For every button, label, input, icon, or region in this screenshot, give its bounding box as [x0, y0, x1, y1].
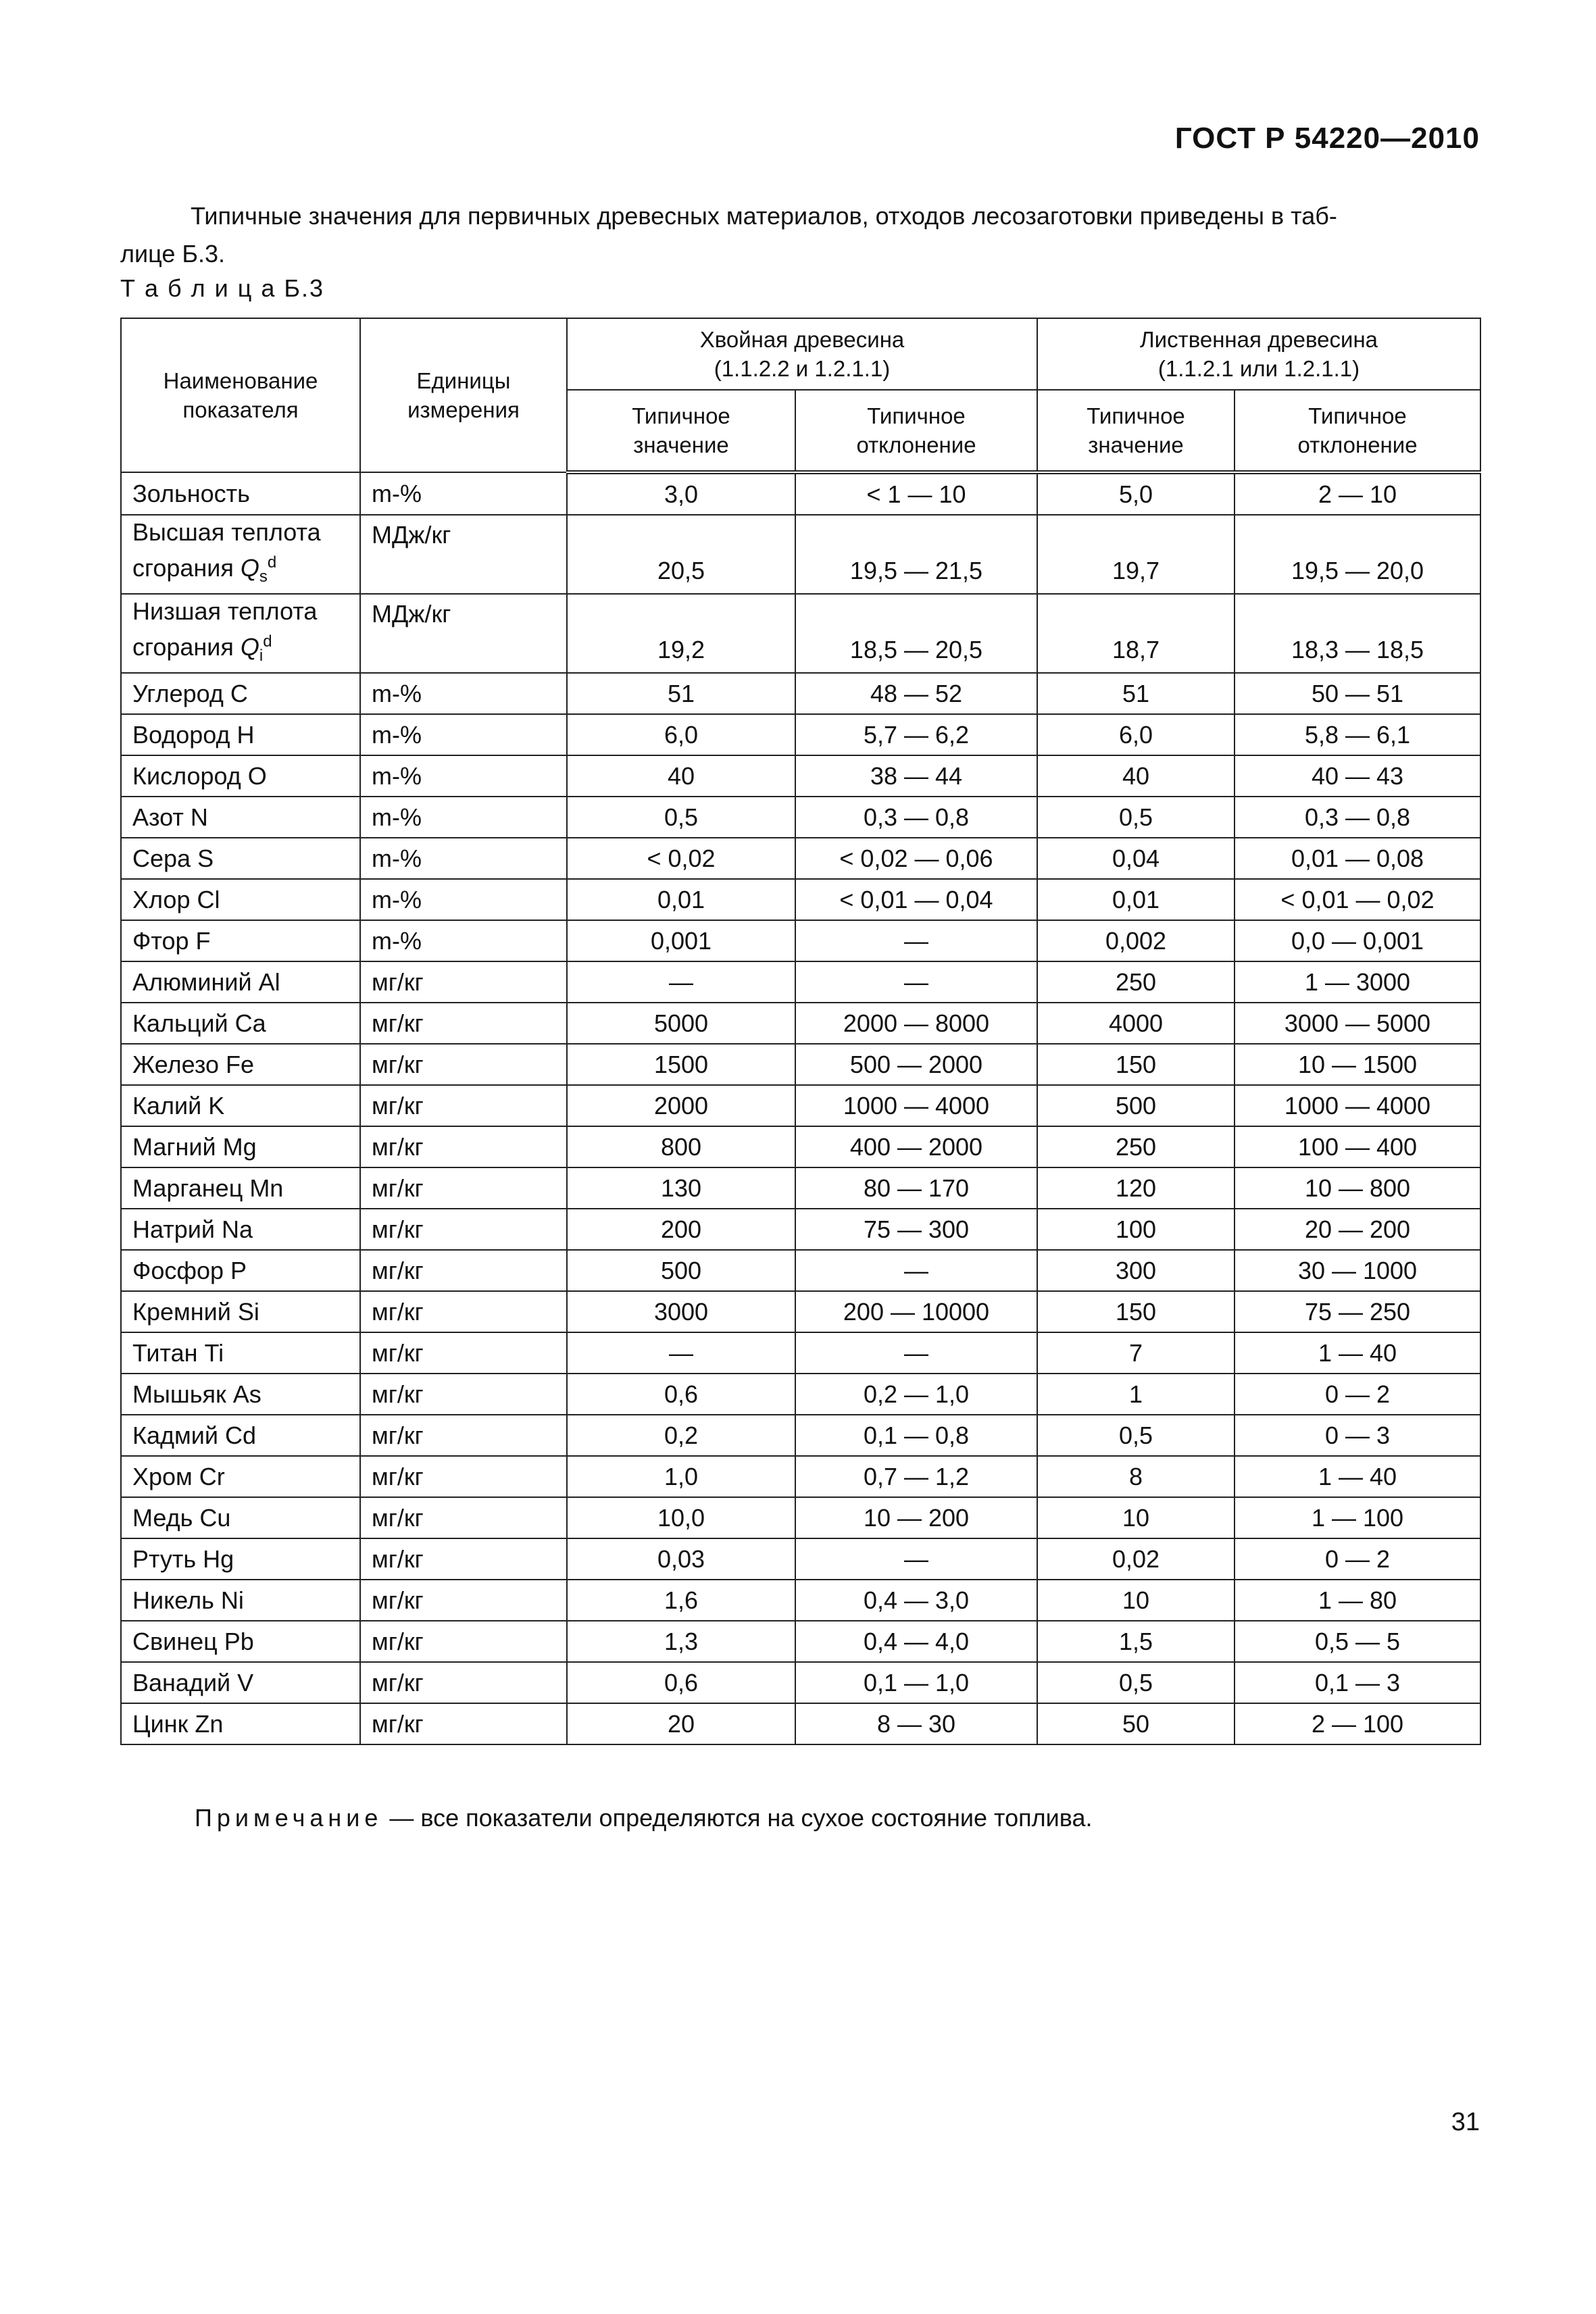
- header-typical-deviation-1: Типичное отклонение: [795, 390, 1037, 472]
- cell-unit: мг/кг: [360, 1621, 567, 1662]
- cell-unit: m-%: [360, 879, 567, 920]
- header-indicator-name: Наименование показателя: [121, 318, 360, 472]
- cell-coniferous-value: 40: [567, 755, 795, 797]
- table-row: [121, 1250, 1480, 1291]
- cell-coniferous-value: 130: [567, 1167, 795, 1209]
- cell-coniferous-deviation: 38 — 44: [795, 755, 1037, 797]
- cell-indicator-name: Натрий Na: [121, 1209, 360, 1250]
- table-row: [121, 594, 1480, 673]
- data-table: [120, 318, 1481, 1745]
- cell-unit: мг/кг: [360, 1332, 567, 1374]
- cell-coniferous-value: 0,6: [567, 1662, 795, 1703]
- cell-unit: МДж/кг: [360, 515, 567, 594]
- cell-deciduous-value: 4000: [1037, 1003, 1235, 1044]
- cell-indicator-name: Кислород O: [121, 755, 360, 797]
- cell-coniferous-value: 1500: [567, 1044, 795, 1085]
- header-typical-value-2: Типичное значение: [1037, 390, 1235, 472]
- cell-unit: m-%: [360, 797, 567, 838]
- table-row: [121, 920, 1480, 961]
- table-row: [121, 1456, 1480, 1497]
- cell-deciduous-value: 500: [1037, 1085, 1235, 1126]
- cell-unit: мг/кг: [360, 1250, 567, 1291]
- cell-coniferous-deviation: < 1 — 10: [795, 472, 1037, 515]
- cell-deciduous-value: 10: [1037, 1497, 1235, 1538]
- header-typical-value-1: Типичное значение: [567, 390, 795, 472]
- cell-deciduous-value: 300: [1037, 1250, 1235, 1291]
- cell-coniferous-value: 0,2: [567, 1415, 795, 1456]
- cell-coniferous-deviation: —: [795, 1538, 1037, 1580]
- cell-deciduous-deviation: 0 — 3: [1235, 1415, 1480, 1456]
- cell-coniferous-value: 500: [567, 1250, 795, 1291]
- cell-unit: m-%: [360, 714, 567, 755]
- cell-unit: мг/кг: [360, 1662, 567, 1703]
- cell-deciduous-value: 0,01: [1037, 879, 1235, 920]
- cell-deciduous-value: 51: [1037, 673, 1235, 714]
- cell-deciduous-value: 7: [1037, 1332, 1235, 1374]
- table-row: [121, 1703, 1480, 1744]
- cell-indicator-name: Зольность: [121, 472, 360, 515]
- header-group-coniferous: Хвойная древесина (1.1.2.2 и 1.2.1.1): [567, 318, 1037, 390]
- cell-coniferous-value: 1,0: [567, 1456, 795, 1497]
- cell-deciduous-deviation: 0 — 2: [1235, 1538, 1480, 1580]
- cell-deciduous-deviation: 0 — 2: [1235, 1374, 1480, 1415]
- cell-coniferous-deviation: —: [795, 1332, 1037, 1374]
- cell-deciduous-deviation: 50 — 51: [1235, 673, 1480, 714]
- header-units: Единицы измерения: [360, 318, 567, 472]
- cell-deciduous-deviation: 100 — 400: [1235, 1126, 1480, 1167]
- cell-coniferous-deviation: —: [795, 920, 1037, 961]
- page-number: 31: [1451, 2108, 1480, 2136]
- cell-coniferous-value: 10,0: [567, 1497, 795, 1538]
- cell-deciduous-value: 5,0: [1037, 472, 1235, 515]
- cell-deciduous-deviation: 10 — 800: [1235, 1167, 1480, 1209]
- intro-line-2: лице Б.3.: [120, 240, 226, 268]
- cell-coniferous-deviation: 80 — 170: [795, 1167, 1037, 1209]
- cell-indicator-name: Мышьяк As: [121, 1374, 360, 1415]
- table-row: [121, 1044, 1480, 1085]
- cell-unit: мг/кг: [360, 1497, 567, 1538]
- cell-deciduous-deviation: 0,0 — 0,001: [1235, 920, 1480, 961]
- cell-deciduous-value: 0,02: [1037, 1538, 1235, 1580]
- cell-coniferous-value: 5000: [567, 1003, 795, 1044]
- cell-coniferous-deviation: 200 — 10000: [795, 1291, 1037, 1332]
- cell-deciduous-value: 40: [1037, 755, 1235, 797]
- cell-indicator-name: Ванадий V: [121, 1662, 360, 1703]
- cell-coniferous-value: —: [567, 1332, 795, 1374]
- cell-unit: m-%: [360, 673, 567, 714]
- cell-deciduous-value: 0,5: [1037, 1415, 1235, 1456]
- intro-line-1: Типичные значения для первичных древесных материалов, отходов лесозаготовки приведены в таб-: [191, 202, 1337, 230]
- table-row: [121, 797, 1480, 838]
- cell-coniferous-value: 0,03: [567, 1538, 795, 1580]
- cell-deciduous-deviation: 1 — 40: [1235, 1332, 1480, 1374]
- cell-deciduous-value: 10: [1037, 1580, 1235, 1621]
- cell-coniferous-deviation: —: [795, 1250, 1037, 1291]
- cell-deciduous-deviation: 20 — 200: [1235, 1209, 1480, 1250]
- cell-indicator-name: Низшая теплота сгорания $Q_i^d$: [121, 594, 360, 673]
- header-typical-deviation-2: Типичное отклонение: [1235, 390, 1480, 472]
- cell-coniferous-value: 0,5: [567, 797, 795, 838]
- cell-unit: мг/кг: [360, 1003, 567, 1044]
- cell-deciduous-value: 1,5: [1037, 1621, 1235, 1662]
- cell-indicator-name: Свинец Pb: [121, 1621, 360, 1662]
- cell-indicator-name: Кремний Si: [121, 1291, 360, 1332]
- cell-deciduous-deviation: 1 — 40: [1235, 1456, 1480, 1497]
- cell-deciduous-value: 150: [1037, 1044, 1235, 1085]
- cell-coniferous-value: 19,2: [567, 594, 795, 673]
- cell-indicator-name: Железо Fe: [121, 1044, 360, 1085]
- cell-deciduous-value: 8: [1037, 1456, 1235, 1497]
- cell-indicator-name: Фтор F: [121, 920, 360, 961]
- cell-indicator-name: Марганец Mn: [121, 1167, 360, 1209]
- cell-deciduous-value: 0,04: [1037, 838, 1235, 879]
- cell-deciduous-value: 250: [1037, 1126, 1235, 1167]
- cell-coniferous-value: 2000: [567, 1085, 795, 1126]
- cell-coniferous-value: 20: [567, 1703, 795, 1744]
- cell-deciduous-value: 0,5: [1037, 1662, 1235, 1703]
- cell-deciduous-value: 19,7: [1037, 515, 1235, 594]
- table-row: [121, 472, 1480, 515]
- table-row: [121, 1538, 1480, 1580]
- cell-deciduous-deviation: 30 — 1000: [1235, 1250, 1480, 1291]
- cell-deciduous-deviation: 1 — 100: [1235, 1497, 1480, 1538]
- cell-coniferous-deviation: 0,4 — 4,0: [795, 1621, 1037, 1662]
- cell-indicator-name: Никель Ni: [121, 1580, 360, 1621]
- cell-coniferous-deviation: 8 — 30: [795, 1703, 1037, 1744]
- cell-indicator-name: Ртуть Hg: [121, 1538, 360, 1580]
- cell-deciduous-deviation: 1 — 80: [1235, 1580, 1480, 1621]
- cell-unit: m-%: [360, 920, 567, 961]
- cell-deciduous-value: 0,5: [1037, 797, 1235, 838]
- cell-unit: мг/кг: [360, 1703, 567, 1744]
- cell-coniferous-value: 51: [567, 673, 795, 714]
- symbol: Q: [240, 632, 259, 661]
- cell-deciduous-deviation: 3000 — 5000: [1235, 1003, 1480, 1044]
- table-row: [121, 1497, 1480, 1538]
- cell-deciduous-deviation: 40 — 43: [1235, 755, 1480, 797]
- cell-deciduous-deviation: 0,3 — 0,8: [1235, 797, 1480, 838]
- table-row: [121, 1580, 1480, 1621]
- cell-indicator-name: Кальций Ca: [121, 1003, 360, 1044]
- cell-unit: m-%: [360, 472, 567, 515]
- cell-deciduous-value: 1: [1037, 1374, 1235, 1415]
- cell-indicator-name: Титан Ti: [121, 1332, 360, 1374]
- cell-coniferous-value: —: [567, 961, 795, 1003]
- cell-unit: мг/кг: [360, 1209, 567, 1250]
- cell-indicator-name: Алюминий Al: [121, 961, 360, 1003]
- cell-deciduous-deviation: 1000 — 4000: [1235, 1085, 1480, 1126]
- cell-deciduous-deviation: 10 — 1500: [1235, 1044, 1480, 1085]
- cell-deciduous-deviation: 5,8 — 6,1: [1235, 714, 1480, 755]
- cell-coniferous-value: 200: [567, 1209, 795, 1250]
- cell-indicator-name: Хлор Cl: [121, 879, 360, 920]
- cell-indicator-name: Водород H: [121, 714, 360, 755]
- table-row: [121, 1291, 1480, 1332]
- cell-indicator-name: Фосфор P: [121, 1250, 360, 1291]
- cell-coniferous-value: 0,001: [567, 920, 795, 961]
- table-row: [121, 673, 1480, 714]
- cell-deciduous-deviation: 0,1 — 3: [1235, 1662, 1480, 1703]
- cell-coniferous-deviation: 0,2 — 1,0: [795, 1374, 1037, 1415]
- cell-deciduous-deviation: 75 — 250: [1235, 1291, 1480, 1332]
- cell-unit: мг/кг: [360, 1085, 567, 1126]
- cell-coniferous-value: 0,01: [567, 879, 795, 920]
- cell-indicator-name: Хром Cr: [121, 1456, 360, 1497]
- table-row: [121, 755, 1480, 797]
- table-row: [121, 961, 1480, 1003]
- cell-coniferous-deviation: < 0,01 — 0,04: [795, 879, 1037, 920]
- cell-indicator-name: Азот N: [121, 797, 360, 838]
- cell-coniferous-deviation: 0,4 — 3,0: [795, 1580, 1037, 1621]
- table-row: [121, 1126, 1480, 1167]
- cell-deciduous-deviation: 2 — 100: [1235, 1703, 1480, 1744]
- cell-coniferous-deviation: 500 — 2000: [795, 1044, 1037, 1085]
- cell-indicator-name: Калий K: [121, 1085, 360, 1126]
- table-row: [121, 515, 1480, 594]
- cell-coniferous-deviation: 0,3 — 0,8: [795, 797, 1037, 838]
- cell-indicator-name: Углерод C: [121, 673, 360, 714]
- cell-coniferous-deviation: 18,5 — 20,5: [795, 594, 1037, 673]
- cell-coniferous-deviation: 19,5 — 21,5: [795, 515, 1037, 594]
- cell-unit: мг/кг: [360, 1374, 567, 1415]
- cell-deciduous-value: 6,0: [1037, 714, 1235, 755]
- cell-deciduous-value: 150: [1037, 1291, 1235, 1332]
- cell-deciduous-deviation: 2 — 10: [1235, 472, 1480, 515]
- table-row: [121, 879, 1480, 920]
- cell-deciduous-deviation: 0,5 — 5: [1235, 1621, 1480, 1662]
- cell-coniferous-value: 1,6: [567, 1580, 795, 1621]
- cell-coniferous-deviation: 75 — 300: [795, 1209, 1037, 1250]
- cell-coniferous-deviation: 0,7 — 1,2: [795, 1456, 1037, 1497]
- table-caption: Т а б л и ц а Б.3: [120, 274, 325, 302]
- cell-coniferous-value: 3000: [567, 1291, 795, 1332]
- cell-coniferous-value: 6,0: [567, 714, 795, 755]
- cell-indicator-name: Цинк Zn: [121, 1703, 360, 1744]
- table-row: [121, 714, 1480, 755]
- cell-unit: мг/кг: [360, 1044, 567, 1085]
- symbol: Q: [240, 553, 259, 582]
- cell-deciduous-deviation: < 0,01 — 0,02: [1235, 879, 1480, 920]
- cell-coniferous-value: 1,3: [567, 1621, 795, 1662]
- cell-unit: мг/кг: [360, 1456, 567, 1497]
- cell-deciduous-deviation: 18,3 — 18,5: [1235, 594, 1480, 673]
- cell-coniferous-deviation: < 0,02 — 0,06: [795, 838, 1037, 879]
- cell-deciduous-deviation: 1 — 3000: [1235, 961, 1480, 1003]
- cell-coniferous-deviation: 400 — 2000: [795, 1126, 1037, 1167]
- cell-coniferous-value: 0,6: [567, 1374, 795, 1415]
- cell-deciduous-value: 18,7: [1037, 594, 1235, 673]
- table-row: [121, 1415, 1480, 1456]
- table-row: [121, 1167, 1480, 1209]
- cell-coniferous-value: 20,5: [567, 515, 795, 594]
- cell-indicator-name: Сера S: [121, 838, 360, 879]
- document-code: ГОСТ Р 54220—2010: [1174, 122, 1480, 155]
- cell-deciduous-deviation: 0,01 — 0,08: [1235, 838, 1480, 879]
- cell-coniferous-deviation: 48 — 52: [795, 673, 1037, 714]
- cell-coniferous-deviation: 0,1 — 1,0: [795, 1662, 1037, 1703]
- cell-coniferous-deviation: 0,1 — 0,8: [795, 1415, 1037, 1456]
- cell-coniferous-deviation: —: [795, 961, 1037, 1003]
- table-row: [121, 838, 1480, 879]
- table-body: [121, 472, 1480, 1744]
- table-row: [121, 1621, 1480, 1662]
- table-row: [121, 1332, 1480, 1374]
- cell-unit: МДж/кг: [360, 594, 567, 673]
- cell-unit: m-%: [360, 838, 567, 879]
- cell-coniferous-deviation: 10 — 200: [795, 1497, 1037, 1538]
- intro-paragraph: [120, 197, 1480, 273]
- cell-deciduous-value: 50: [1037, 1703, 1235, 1744]
- note: [195, 1804, 1093, 1832]
- cell-unit: мг/кг: [360, 1126, 567, 1167]
- cell-indicator-name: Кадмий Cd: [121, 1415, 360, 1456]
- cell-unit: мг/кг: [360, 1580, 567, 1621]
- cell-coniferous-value: 800: [567, 1126, 795, 1167]
- table-row: [121, 1209, 1480, 1250]
- cell-unit: мг/кг: [360, 1291, 567, 1332]
- cell-deciduous-value: 120: [1037, 1167, 1235, 1209]
- cell-unit: мг/кг: [360, 1167, 567, 1209]
- cell-deciduous-value: 100: [1037, 1209, 1235, 1250]
- cell-indicator-name: Медь Cu: [121, 1497, 360, 1538]
- header-group-deciduous: Лиственная древесина (1.1.2.1 или 1.2.1.1): [1037, 318, 1480, 390]
- note-label: Примечание: [195, 1804, 383, 1832]
- cell-unit: m-%: [360, 755, 567, 797]
- table-row: [121, 1374, 1480, 1415]
- cell-unit: мг/кг: [360, 1415, 567, 1456]
- cell-unit: мг/кг: [360, 1538, 567, 1580]
- cell-coniferous-deviation: 1000 — 4000: [795, 1085, 1037, 1126]
- cell-coniferous-deviation: 5,7 — 6,2: [795, 714, 1037, 755]
- cell-coniferous-deviation: 2000 — 8000: [795, 1003, 1037, 1044]
- table-row: [121, 1085, 1480, 1126]
- cell-coniferous-value: < 0,02: [567, 838, 795, 879]
- cell-deciduous-value: 250: [1037, 961, 1235, 1003]
- cell-indicator-name: Магний Mg: [121, 1126, 360, 1167]
- cell-deciduous-value: 0,002: [1037, 920, 1235, 961]
- note-text: — все показатели определяются на сухое состояние топлива.: [382, 1804, 1093, 1832]
- cell-coniferous-value: 3,0: [567, 472, 795, 515]
- table-row: [121, 1003, 1480, 1044]
- table-row: [121, 1662, 1480, 1703]
- cell-unit: мг/кг: [360, 961, 567, 1003]
- cell-deciduous-deviation: 19,5 — 20,0: [1235, 515, 1480, 594]
- cell-indicator-name: Высшая теплота сгорания $Q_s^d$: [121, 515, 360, 594]
- data-table-container: [120, 318, 1480, 1745]
